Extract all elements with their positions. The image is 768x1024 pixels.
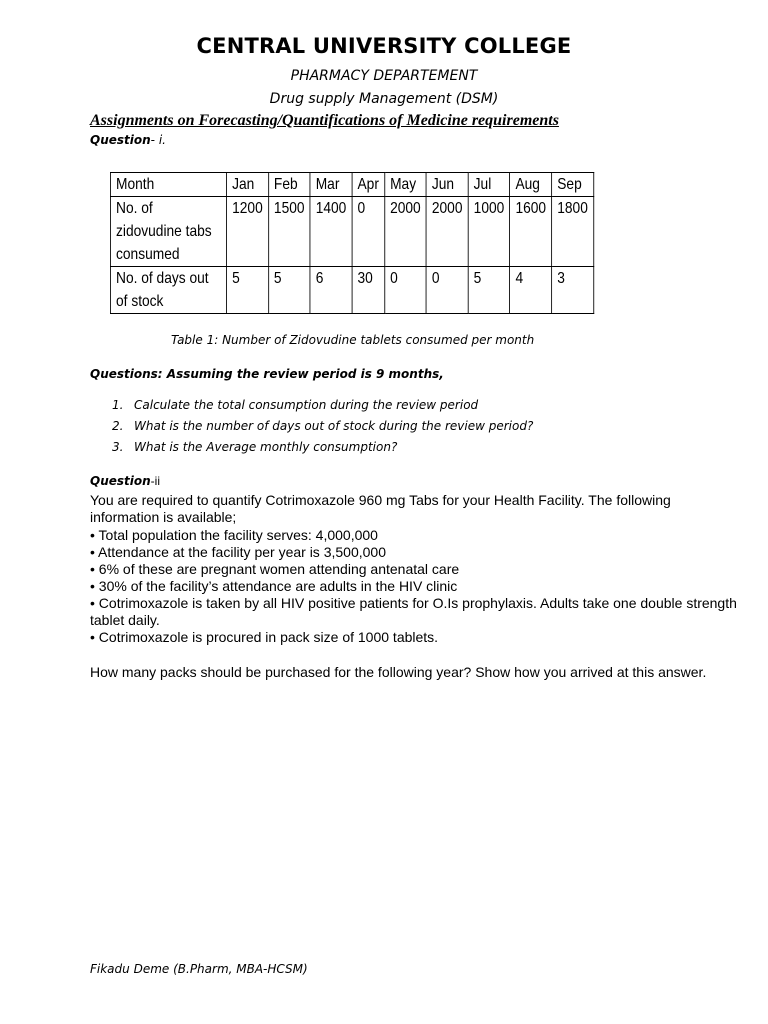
list-item: • Cotrimoxazole is procured in pack size of 1000 tablets. <box>90 629 439 645</box>
question-1-label <box>90 133 166 147</box>
question-label-text: Question <box>90 474 151 488</box>
document-title: CENTRAL UNIVERSITY COLLEGE <box>196 34 572 58</box>
table-cell-days-out: 0 <box>426 267 468 314</box>
table-cell-days-out: 5 <box>227 267 269 314</box>
question-2-ask: How many packs should be purchased for the following year? Show how you arrived at this answer. <box>90 664 707 680</box>
info-bullet-list <box>90 527 740 646</box>
table-cell-month: Aug <box>510 173 552 197</box>
table-cell-consumed: 2000 <box>385 197 427 267</box>
assignment-heading: Assignments on Forecasting/Quantifications of Medicine requirements <box>90 112 559 129</box>
author-footer: Fikadu Deme (B.Pharm, MBA-HCSM) <box>90 962 308 976</box>
table-cell-days-out: 30 <box>352 267 385 314</box>
table-header-month: Month <box>110 173 226 197</box>
list-item-number: 3. <box>112 440 124 454</box>
table-cell-consumed: 0 <box>352 197 385 267</box>
table-cell-month: Sep <box>552 173 594 197</box>
table-cell-days-out: 6 <box>310 267 352 314</box>
table-cell-consumed: 1600 <box>510 197 552 267</box>
question-number: -ii <box>150 474 160 488</box>
question-number: - i. <box>150 133 166 147</box>
list-item: • Attendance at the facility per year is 3,500,000 <box>90 544 386 560</box>
department-name: PHARMACY DEPARTEMENT <box>290 68 478 84</box>
list-item <box>90 419 533 440</box>
table-cell-consumed: 1400 <box>310 197 352 267</box>
table-header-days-out: No. of days out of stock <box>110 267 226 314</box>
list-item: • 30% of the facility’s attendance are adults in the HIV clinic <box>90 578 458 594</box>
table-cell-month: May <box>385 173 427 197</box>
course-name: Drug supply Management (DSM) <box>269 91 499 107</box>
table-cell-month: Jul <box>468 173 510 197</box>
questions-heading: Questions: Assuming the review period is 9 months, <box>90 367 444 381</box>
table-cell-month: Mar <box>310 173 352 197</box>
table-cell-consumed: 1000 <box>468 197 510 267</box>
table-cell-month: Jan <box>227 173 269 197</box>
table-cell-consumed: 2000 <box>426 197 468 267</box>
table-cell-days-out: 0 <box>385 267 427 314</box>
table-row-consumed <box>110 197 593 267</box>
question-list <box>90 398 533 461</box>
table-cell-days-out: 5 <box>268 267 310 314</box>
list-item-text: Calculate the total consumption during the review period <box>134 398 479 412</box>
table-cell-days-out: 4 <box>510 267 552 314</box>
list-item: • Total population the facility serves: 4,000,000 <box>90 527 378 543</box>
question-label-text: Question <box>90 133 151 147</box>
list-item: • 6% of these are pregnant women attending antenatal care <box>90 561 460 577</box>
table-cell-consumed: 1500 <box>268 197 310 267</box>
list-item-text: What is the number of days out of stock during the review period? <box>134 419 534 433</box>
question-2-intro: You are required to quantify Cotrimoxazole 960 mg Tabs for your Health Facility. The following information is available; <box>90 492 671 525</box>
list-item <box>90 398 533 419</box>
table-cell-consumed: 1800 <box>552 197 594 267</box>
list-item-number: 1. <box>112 398 124 412</box>
table-cell-consumed: 1200 <box>227 197 269 267</box>
table-cell-days-out: 5 <box>468 267 510 314</box>
table-cell-days-out: 3 <box>552 267 594 314</box>
table-cell-month: Apr <box>352 173 385 197</box>
list-item <box>90 440 533 461</box>
table-caption: Table 1: Number of Zidovudine tablets consumed per month <box>171 333 535 347</box>
list-item: • Cotrimoxazole is taken by all HIV positive patients for O.Is prophylaxis. Adults take one double strength tablet daily. <box>90 595 737 628</box>
list-item-number: 2. <box>112 419 124 433</box>
consumption-table <box>110 172 594 314</box>
list-item-text: What is the Average monthly consumption? <box>134 440 398 454</box>
table-row-months <box>110 173 593 197</box>
question-2-label <box>90 474 160 488</box>
table-cell-month: Jun <box>426 173 468 197</box>
table-row-days-out <box>110 267 593 314</box>
table-header-consumed: No. of zidovudine tabs consumed <box>110 197 226 267</box>
table-cell-month: Feb <box>268 173 310 197</box>
